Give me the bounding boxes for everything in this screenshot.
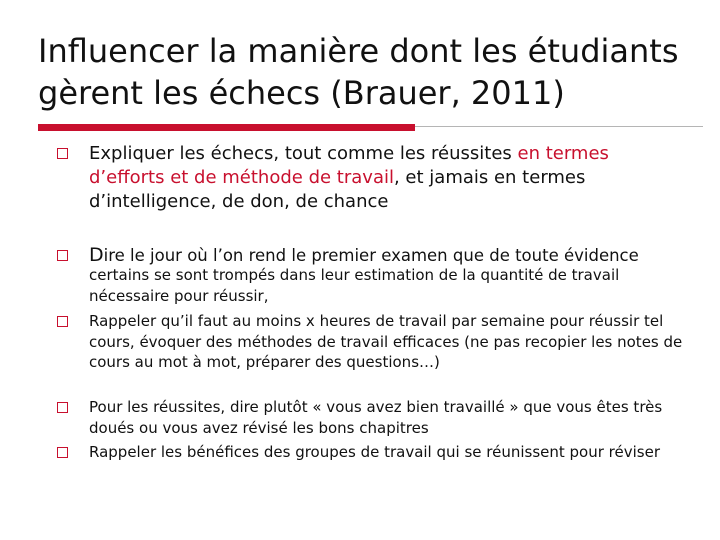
bullet-4-text: Pour les réussites, dire plutôt « vous avez bien travaillé » que vous êtes très doués ou vous avez révisé les bons chapitres — [89, 398, 663, 437]
title-accent-bar — [38, 124, 415, 131]
bullet-3-text: Rappeler qu’il faut au moins x heures de travail par semaine pour réussir tel cours, évoquer des méthodes de travail efficaces (ne pas recopier les notes de cours au mot à mot, préparer des questions…) — [89, 312, 683, 371]
bullet-2-rest: ire le jour où l’on rend le premier examen que de toute évidence — [103, 246, 639, 265]
bullet-1-text — [89, 142, 689, 214]
bullet-1-part-3: , et jamais en termes d’intelligence, de don, de chance — [89, 167, 586, 212]
hollow-square-bullet-icon — [57, 402, 68, 413]
hollow-square-bullet-icon — [57, 148, 68, 159]
bullet-1-highlight: en termes d’efforts et de méthode de travail — [89, 143, 609, 188]
bullet-5-text: Rappeler les bénéfices des groupes de travail qui se réunissent pour réviser — [89, 443, 660, 461]
hollow-square-bullet-icon — [57, 316, 68, 327]
bullet-2-continuation: certains se sont trompés dans leur estimation de la quantité de travail nécessaire pour réussir, — [89, 266, 620, 305]
bullet-1-part-1: Expliquer les échecs, tout comme les réussites — [89, 143, 518, 164]
bullet-2-first-letter: D — [89, 244, 104, 266]
hollow-square-bullet-icon — [57, 250, 68, 261]
title-line-1: Influencer la manière dont les étudiants — [38, 32, 679, 70]
slide-title — [38, 30, 708, 114]
hollow-square-bullet-icon — [57, 447, 68, 458]
title-line-2: gèrent les échecs (Brauer, 2011) — [38, 74, 565, 112]
